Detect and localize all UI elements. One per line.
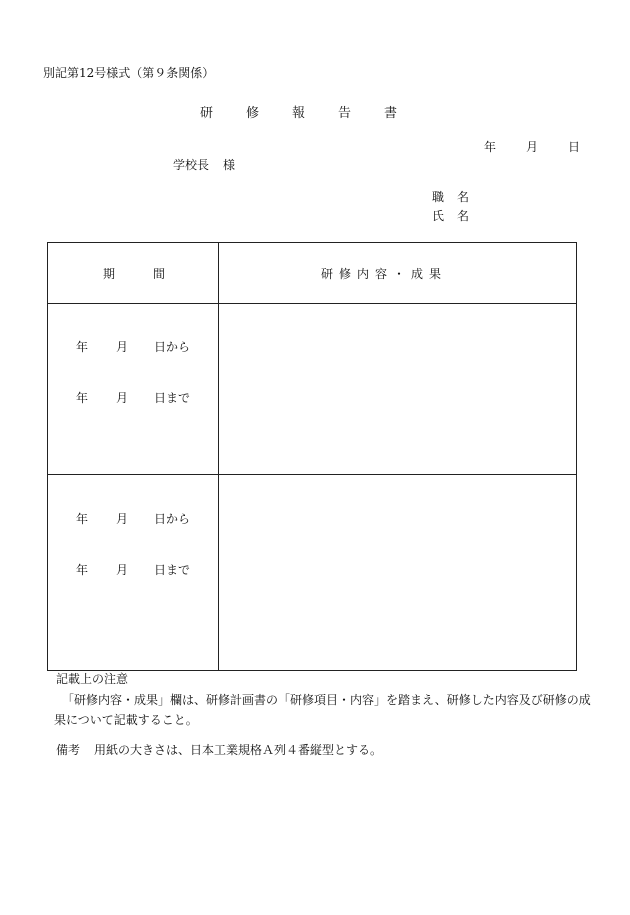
header-content-char: 果	[429, 267, 442, 281]
addressee-honorific: 様	[223, 158, 236, 172]
month-label: 月	[116, 391, 129, 405]
position-char: 名	[457, 190, 470, 204]
day-to-label: 日まで	[154, 391, 191, 405]
row2-period-from	[76, 513, 190, 525]
day-from-label: 日から	[154, 512, 191, 526]
year-label: 年	[76, 340, 89, 354]
date-month-label: 月	[526, 140, 539, 154]
header-content-char: 容	[375, 267, 388, 281]
title-char: 修	[246, 106, 260, 121]
notes-body: 「研修内容・成果」欄は、研修計画書の「研修項目・内容」を踏まえ、研修した内容及び研修の成果について記載すること。	[54, 693, 591, 727]
title-char: 報	[292, 106, 306, 121]
header-content-char: 研	[321, 267, 334, 281]
row-divider	[48, 474, 576, 475]
title-char: 研	[200, 106, 214, 121]
header-divider	[48, 303, 576, 304]
year-label: 年	[76, 391, 89, 405]
row2-period-to	[76, 564, 190, 576]
row1-period-from	[76, 341, 190, 353]
month-label: 月	[116, 563, 129, 577]
addressee-name: 学校長	[173, 158, 210, 172]
day-from-label: 日から	[154, 340, 191, 354]
month-label: 月	[116, 340, 129, 354]
remark-text: 用紙の大きさは、日本工業規格Ａ列４番縦型とする。	[94, 743, 383, 757]
header-content-char: 内	[357, 267, 370, 281]
form-number-label: 別記第12号様式（第９条関係）	[43, 66, 215, 80]
signer-position	[432, 191, 469, 203]
addressee	[173, 159, 235, 171]
document-title	[200, 107, 430, 120]
position-char: 職	[432, 190, 445, 204]
header-content-char: 成	[411, 267, 424, 281]
report-date	[484, 141, 580, 153]
header-content-char: ・	[393, 267, 406, 281]
date-day-label: 日	[568, 140, 581, 154]
column-divider	[218, 243, 219, 670]
day-to-label: 日まで	[154, 563, 191, 577]
remark	[56, 744, 382, 756]
header-period	[103, 268, 165, 280]
remark-label: 備考	[56, 743, 81, 757]
header-period-char: 期	[103, 267, 116, 281]
header-content-result	[321, 268, 447, 280]
title-char: 書	[384, 106, 398, 121]
year-label: 年	[76, 563, 89, 577]
name-char: 氏	[432, 209, 445, 223]
date-year-label: 年	[484, 140, 497, 154]
header-period-char: 間	[153, 267, 166, 281]
month-label: 月	[116, 512, 129, 526]
row1-period-to	[76, 392, 190, 404]
signer-name	[432, 210, 469, 222]
title-char: 告	[338, 106, 352, 121]
training-report-table	[47, 242, 577, 671]
notes-heading: 記載上の注意	[56, 672, 129, 686]
year-label: 年	[76, 512, 89, 526]
name-char: 名	[457, 209, 470, 223]
header-content-char: 修	[339, 267, 352, 281]
